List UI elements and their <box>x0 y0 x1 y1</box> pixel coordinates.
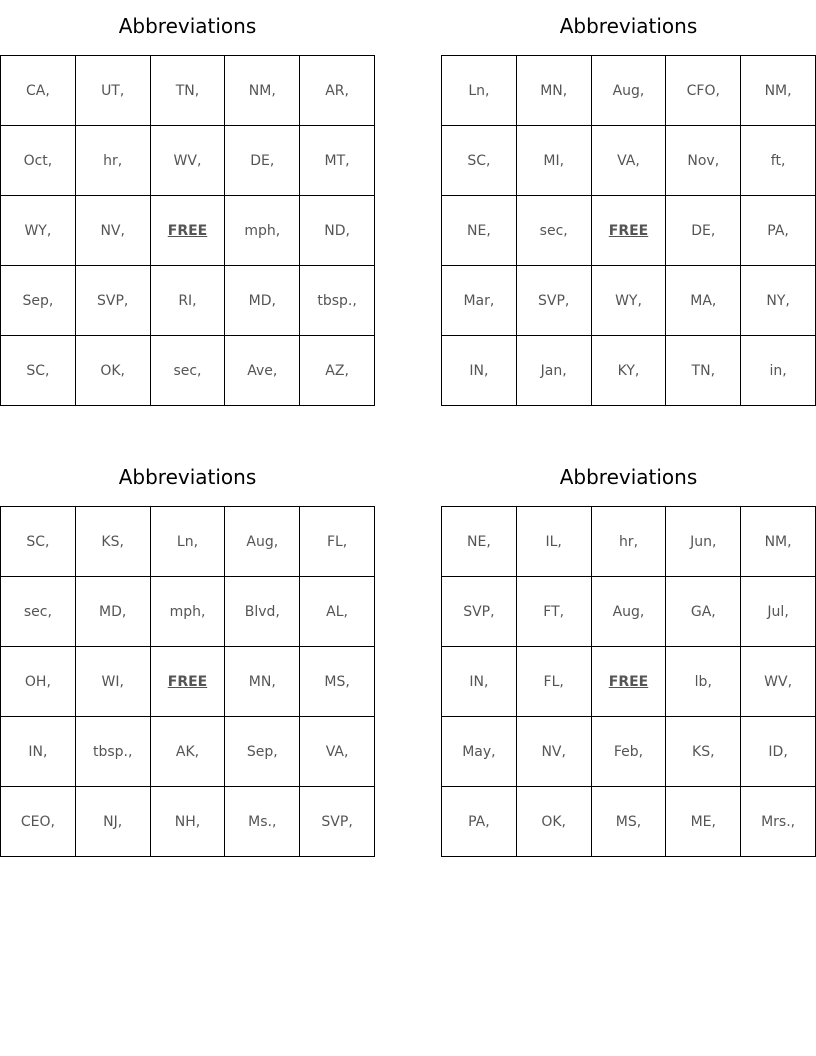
grid-row <box>442 577 816 647</box>
grid-cell: NJ, <box>75 787 150 857</box>
grid-cell: NE, <box>442 196 517 266</box>
grid-cell: Ave, <box>225 336 300 406</box>
grid-cell: Aug, <box>591 56 666 126</box>
grid-cell: Ln, <box>150 507 225 577</box>
bingo-grid <box>0 55 375 406</box>
bingo-card-4 <box>441 465 816 857</box>
grid-cell: Mrs., <box>741 787 816 857</box>
grid-cell: VA, <box>591 126 666 196</box>
card-title: Abbreviations <box>559 465 698 489</box>
grid-cell: SVP, <box>516 266 591 336</box>
grid-cell: AK, <box>150 717 225 787</box>
grid-cell: Ms., <box>225 787 300 857</box>
grid-row <box>442 56 816 126</box>
grid-cell: CA, <box>1 56 76 126</box>
grid-cell: AR, <box>300 56 375 126</box>
grid-cell: Mar, <box>442 266 517 336</box>
grid-cell: hr, <box>591 507 666 577</box>
grid-cell: NM, <box>225 56 300 126</box>
grid-cell: OK, <box>75 336 150 406</box>
grid-cell: Oct, <box>1 126 76 196</box>
grid-cell: hr, <box>75 126 150 196</box>
grid-cell: mph, <box>150 577 225 647</box>
free-space-cell: FREE <box>150 647 225 717</box>
card-title: Abbreviations <box>118 14 257 38</box>
grid-cell: OK, <box>516 787 591 857</box>
grid-cell: Sep, <box>1 266 76 336</box>
bingo-grid <box>441 506 816 857</box>
grid-cell: Aug, <box>225 507 300 577</box>
grid-row <box>1 787 375 857</box>
grid-cell: Sep, <box>225 717 300 787</box>
grid-cell: IN, <box>442 336 517 406</box>
grid-cell: AL, <box>300 577 375 647</box>
grid-cell: NM, <box>741 507 816 577</box>
grid-cell: MN, <box>516 56 591 126</box>
grid-cell: MN, <box>225 647 300 717</box>
grid-cell: MS, <box>591 787 666 857</box>
grid-cell: TN, <box>150 56 225 126</box>
grid-cell: DE, <box>666 196 741 266</box>
grid-cell: Feb, <box>591 717 666 787</box>
grid-cell: SVP, <box>442 577 517 647</box>
grid-cell: ND, <box>300 196 375 266</box>
grid-cell: IL, <box>516 507 591 577</box>
grid-cell: IN, <box>442 647 517 717</box>
grid-cell: FT, <box>516 577 591 647</box>
grid-cell: SC, <box>1 336 76 406</box>
grid-row <box>1 336 375 406</box>
grid-cell: Nov, <box>666 126 741 196</box>
grid-cell: KS, <box>75 507 150 577</box>
grid-cell: SC, <box>1 507 76 577</box>
grid-cell: MT, <box>300 126 375 196</box>
grid-row <box>1 126 375 196</box>
grid-cell: tbsp., <box>75 717 150 787</box>
card-title: Abbreviations <box>559 14 698 38</box>
grid-row <box>1 196 375 266</box>
grid-row <box>442 266 816 336</box>
grid-row <box>442 717 816 787</box>
grid-cell: ID, <box>741 717 816 787</box>
grid-cell: NM, <box>741 56 816 126</box>
grid-cell: lb, <box>666 647 741 717</box>
grid-row <box>442 336 816 406</box>
bingo-card-2 <box>441 14 816 406</box>
grid-cell: AZ, <box>300 336 375 406</box>
grid-cell: KY, <box>591 336 666 406</box>
grid-row <box>1 266 375 336</box>
grid-cell: SVP, <box>300 787 375 857</box>
grid-cell: NH, <box>150 787 225 857</box>
grid-cell: NY, <box>741 266 816 336</box>
grid-cell: Jun, <box>666 507 741 577</box>
grid-row <box>1 577 375 647</box>
grid-cell: ME, <box>666 787 741 857</box>
grid-cell: DE, <box>225 126 300 196</box>
grid-row <box>442 507 816 577</box>
grid-row <box>442 196 816 266</box>
grid-cell: WY, <box>1 196 76 266</box>
grid-cell: Blvd, <box>225 577 300 647</box>
grid-row <box>1 647 375 717</box>
grid-cell: PA, <box>741 196 816 266</box>
grid-cell: mph, <box>225 196 300 266</box>
bingo-grid <box>441 55 816 406</box>
grid-cell: ft, <box>741 126 816 196</box>
grid-cell: sec, <box>516 196 591 266</box>
grid-cell: NV, <box>516 717 591 787</box>
grid-cell: UT, <box>75 56 150 126</box>
grid-cell: sec, <box>150 336 225 406</box>
grid-cell: NE, <box>442 507 517 577</box>
free-space-cell: FREE <box>591 196 666 266</box>
grid-row <box>1 56 375 126</box>
grid-cell: OH, <box>1 647 76 717</box>
grid-cell: tbsp., <box>300 266 375 336</box>
grid-cell: Ln, <box>442 56 517 126</box>
grid-cell: WV, <box>150 126 225 196</box>
grid-cell: Aug, <box>591 577 666 647</box>
card-title: Abbreviations <box>118 465 257 489</box>
grid-cell: NV, <box>75 196 150 266</box>
grid-cell: WY, <box>591 266 666 336</box>
grid-cell: IN, <box>1 717 76 787</box>
grid-cell: GA, <box>666 577 741 647</box>
grid-cell: Jul, <box>741 577 816 647</box>
grid-row <box>442 647 816 717</box>
bingo-card-3 <box>0 465 375 857</box>
grid-row <box>442 787 816 857</box>
grid-cell: FL, <box>300 507 375 577</box>
grid-cell: PA, <box>442 787 517 857</box>
grid-cell: VA, <box>300 717 375 787</box>
grid-cell: TN, <box>666 336 741 406</box>
grid-cell: in, <box>741 336 816 406</box>
grid-cell: CFO, <box>666 56 741 126</box>
grid-cell: WI, <box>75 647 150 717</box>
grid-cell: MD, <box>75 577 150 647</box>
bingo-card-1 <box>0 14 375 406</box>
free-space-cell: FREE <box>150 196 225 266</box>
grid-cell: MD, <box>225 266 300 336</box>
grid-cell: Jan, <box>516 336 591 406</box>
grid-cell: MA, <box>666 266 741 336</box>
grid-cell: MI, <box>516 126 591 196</box>
bingo-grid <box>0 506 375 857</box>
grid-cell: FL, <box>516 647 591 717</box>
grid-row <box>1 717 375 787</box>
grid-row <box>442 126 816 196</box>
free-space-cell: FREE <box>591 647 666 717</box>
grid-cell: sec, <box>1 577 76 647</box>
grid-cell: WV, <box>741 647 816 717</box>
grid-cell: KS, <box>666 717 741 787</box>
grid-cell: May, <box>442 717 517 787</box>
grid-cell: SC, <box>442 126 517 196</box>
grid-cell: RI, <box>150 266 225 336</box>
grid-cell: SVP, <box>75 266 150 336</box>
grid-row <box>1 507 375 577</box>
grid-cell: CEO, <box>1 787 76 857</box>
grid-cell: MS, <box>300 647 375 717</box>
